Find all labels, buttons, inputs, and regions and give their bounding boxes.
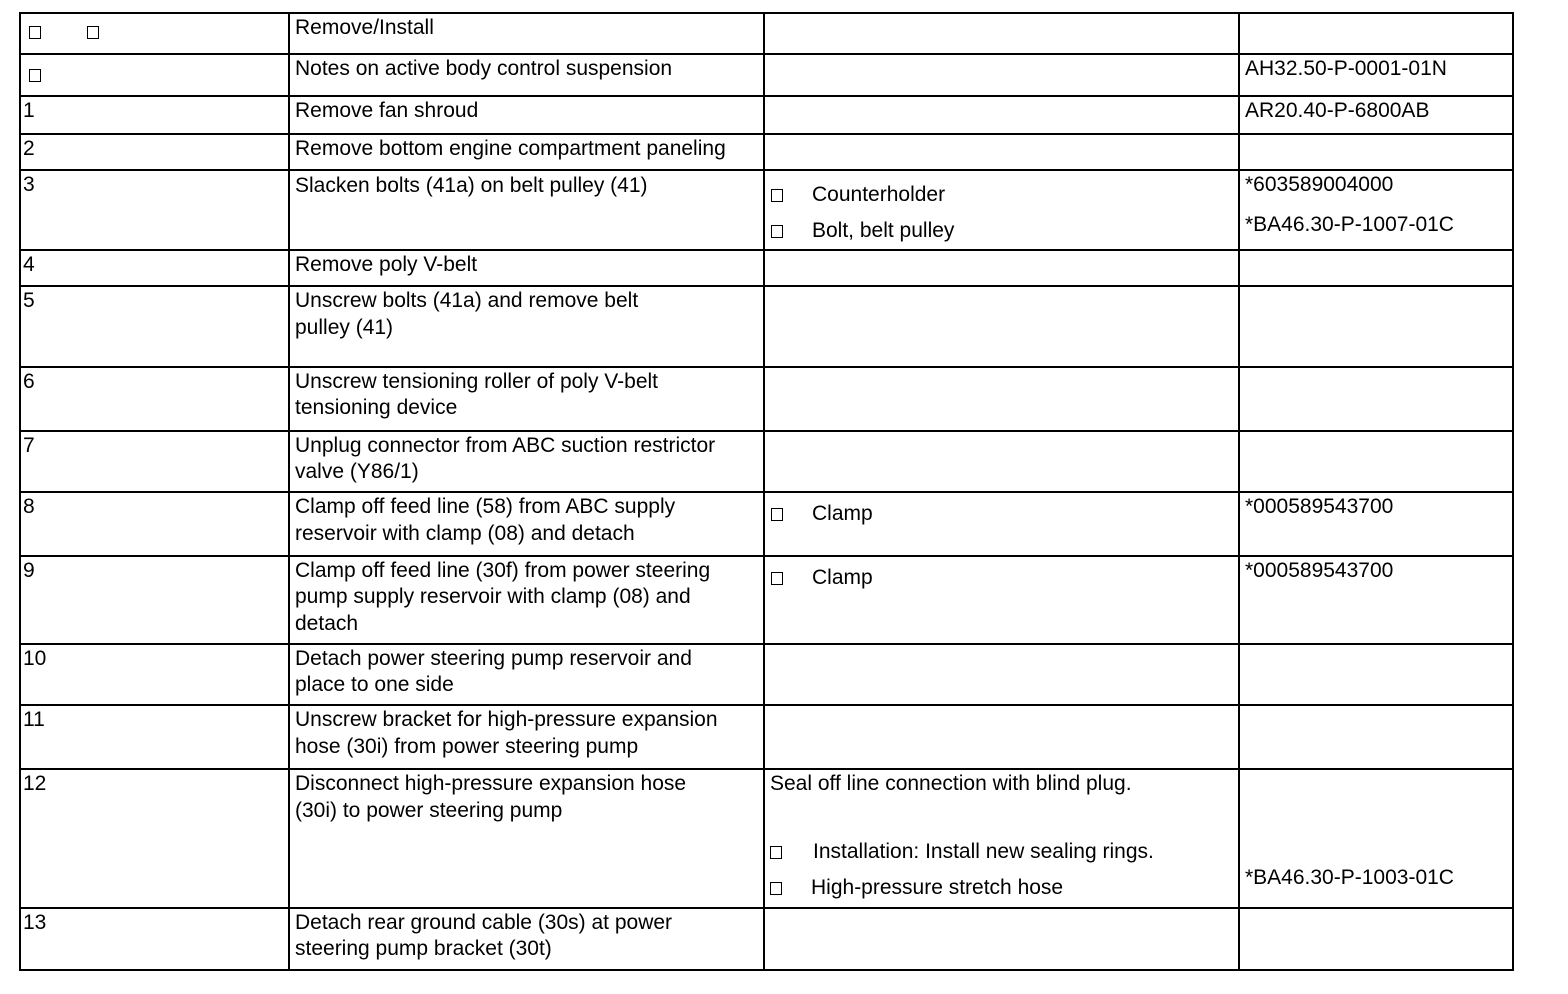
step-text-cell (289, 367, 764, 431)
step-text-cell (289, 705, 764, 769)
step-text-line: Detach power steering pump reservoir and (295, 647, 692, 670)
references-cell (1239, 492, 1513, 556)
step-number-cell (20, 286, 289, 367)
procedure-table (19, 12, 1514, 971)
step-text-line: Unscrew bolts (41a) and remove belt (295, 289, 639, 312)
tool-item (771, 177, 1238, 213)
step-number-cell (20, 492, 289, 556)
section-title: Remove/Install (295, 16, 434, 39)
step-text-line: tensioning device (295, 396, 458, 419)
step-text: Remove bottom engine compartment paneling (295, 137, 726, 160)
tools-cell (764, 170, 1239, 250)
bullet-icon (771, 189, 783, 202)
step-number: 13 (23, 911, 47, 934)
step-text-line: (30i) to power steering pump (295, 799, 563, 822)
table-cell (764, 286, 1239, 367)
checkbox-cell (20, 54, 289, 96)
table-cell (289, 54, 764, 96)
step-text-line: valve (Y86/1) (295, 460, 419, 483)
table-cell (1239, 96, 1513, 134)
step-number-cell (20, 367, 289, 431)
table-row (20, 250, 1513, 286)
note-text: Seal off line connection with blind plug. (770, 772, 1132, 795)
step-text-line: Unscrew tensioning roller of poly V-belt (295, 370, 659, 393)
step-text-cell (289, 908, 764, 970)
step-text: Slacken bolts (41a) on belt pulley (41) (295, 174, 648, 197)
step-number-cell (20, 769, 289, 908)
step-number: 7 (23, 434, 35, 457)
step-text-cell (289, 556, 764, 644)
references-cell (1239, 769, 1513, 908)
step-number-cell (20, 908, 289, 970)
table-cell (1239, 250, 1513, 286)
table-cell (1239, 705, 1513, 769)
table-row (20, 556, 1513, 644)
table-cell (764, 644, 1239, 705)
step-text-cell (289, 644, 764, 705)
step-number: 5 (23, 289, 35, 312)
table-row (20, 134, 1513, 170)
step-number: 8 (23, 495, 35, 518)
table-cell (1239, 644, 1513, 705)
bullet-icon (771, 225, 783, 238)
step-text-line: detach (295, 612, 359, 635)
reference-link[interactable]: *603589004000 (1245, 173, 1394, 196)
table-cell (1239, 367, 1513, 431)
step-number: 6 (23, 370, 35, 393)
reference-link[interactable]: AR20.40-P-6800AB (1245, 99, 1430, 122)
table-cell (1239, 286, 1513, 367)
tool-item (770, 870, 1238, 906)
checkbox-icon (87, 26, 99, 39)
step-text-line: reservoir with clamp (08) and detach (295, 522, 635, 545)
step-number-cell (20, 96, 289, 134)
step-number: 12 (23, 772, 47, 795)
step-text-line: pulley (41) (295, 316, 394, 339)
tools-cell (764, 492, 1239, 556)
bullet-icon (770, 846, 782, 859)
bullet-icon (770, 882, 782, 895)
tools-cell (764, 556, 1239, 644)
step-number-cell (20, 134, 289, 170)
step-text-line: pump supply reservoir with clamp (08) and (295, 585, 691, 608)
step-text-line: Detach rear ground cable (30s) at power (295, 911, 673, 934)
references-cell (1239, 170, 1513, 250)
table-cell (764, 13, 1239, 54)
tool-item (771, 563, 1238, 593)
tool-label: Bolt, belt pulley (812, 219, 955, 242)
table-row (20, 170, 1513, 250)
step-number-cell (20, 170, 289, 250)
bullet-icon (771, 508, 783, 521)
step-text-line: place to one side (295, 673, 454, 696)
step-text: Remove poly V-belt (295, 253, 478, 276)
tool-label: High-pressure stretch hose (811, 876, 1064, 899)
table-cell (764, 134, 1239, 170)
table-cell (1239, 54, 1513, 96)
table-cell (764, 250, 1239, 286)
step-number: 1 (23, 99, 35, 122)
step-number-cell (20, 705, 289, 769)
table-cell (1239, 134, 1513, 170)
checkbox-icon (29, 69, 41, 82)
table-row (20, 492, 1513, 556)
tool-label: Clamp (812, 502, 873, 525)
checkbox-cell (20, 13, 289, 54)
step-number: 3 (23, 173, 35, 196)
step-text-line: Unscrew bracket for high-pressure expansion (295, 708, 718, 731)
table-row (20, 286, 1513, 367)
table-cell (1239, 13, 1513, 54)
step-number: 9 (23, 559, 35, 582)
table-row (20, 367, 1513, 431)
step-text-line: Unplug connector from ABC suction restrictor (295, 434, 716, 457)
step-text-cell (289, 250, 764, 286)
step-text-cell (289, 286, 764, 367)
checkbox-icon (29, 26, 41, 39)
step-text-line: hose (30i) from power steering pump (295, 735, 639, 758)
tool-label: Installation: Install new sealing rings. (813, 840, 1154, 863)
reference-link[interactable]: AH32.50-P-0001-01N (1245, 57, 1447, 80)
table-row (20, 769, 1513, 908)
step-number: 10 (23, 647, 47, 670)
table-row (20, 13, 1513, 54)
references-cell (1239, 556, 1513, 644)
table-row (20, 908, 1513, 970)
step-number: 11 (23, 708, 45, 731)
step-text-line: Clamp off feed line (58) from ABC supply (295, 495, 676, 518)
table-cell (1239, 908, 1513, 970)
notes-link[interactable]: Notes on active body control suspension (295, 57, 673, 80)
step-text: Remove fan shroud (295, 99, 479, 122)
table-cell (764, 96, 1239, 134)
tool-item (771, 499, 1238, 529)
reference-link[interactable]: *BA46.30-P-1003-01C (1245, 866, 1454, 889)
table-cell (764, 367, 1239, 431)
step-number: 4 (23, 253, 35, 276)
table-row (20, 54, 1513, 96)
step-text-cell (289, 492, 764, 556)
step-text-cell (289, 431, 764, 492)
step-number: 2 (23, 137, 35, 160)
step-text-cell (289, 769, 764, 908)
reference-link[interactable]: *000589543700 (1245, 559, 1394, 582)
tools-cell (764, 769, 1239, 908)
tool-label: Counterholder (812, 183, 946, 206)
bullet-icon (771, 572, 783, 585)
table-cell (764, 431, 1239, 492)
reference-link[interactable]: *BA46.30-P-1007-01C (1245, 213, 1454, 236)
step-text-cell (289, 134, 764, 170)
step-text-line: Disconnect high-pressure expansion hose (295, 772, 687, 795)
table-row (20, 431, 1513, 492)
step-text-cell (289, 170, 764, 250)
table-cell (1239, 431, 1513, 492)
step-text-line: steering pump bracket (30t) (295, 937, 552, 960)
step-text-cell (289, 96, 764, 134)
step-number-cell (20, 556, 289, 644)
table-row (20, 96, 1513, 134)
section-title-cell (289, 13, 764, 54)
table-row (20, 705, 1513, 769)
table-cell (764, 54, 1239, 96)
step-number-cell (20, 644, 289, 705)
table-cell (764, 908, 1239, 970)
tool-item (770, 834, 1238, 870)
table-row (20, 644, 1513, 705)
tool-item (771, 213, 1238, 249)
tool-label: Clamp (812, 566, 873, 589)
step-number-cell (20, 250, 289, 286)
table-cell (764, 705, 1239, 769)
step-number-cell (20, 431, 289, 492)
reference-link[interactable]: *000589543700 (1245, 495, 1394, 518)
step-text-line: Clamp off feed line (30f) from power steering (295, 559, 711, 582)
